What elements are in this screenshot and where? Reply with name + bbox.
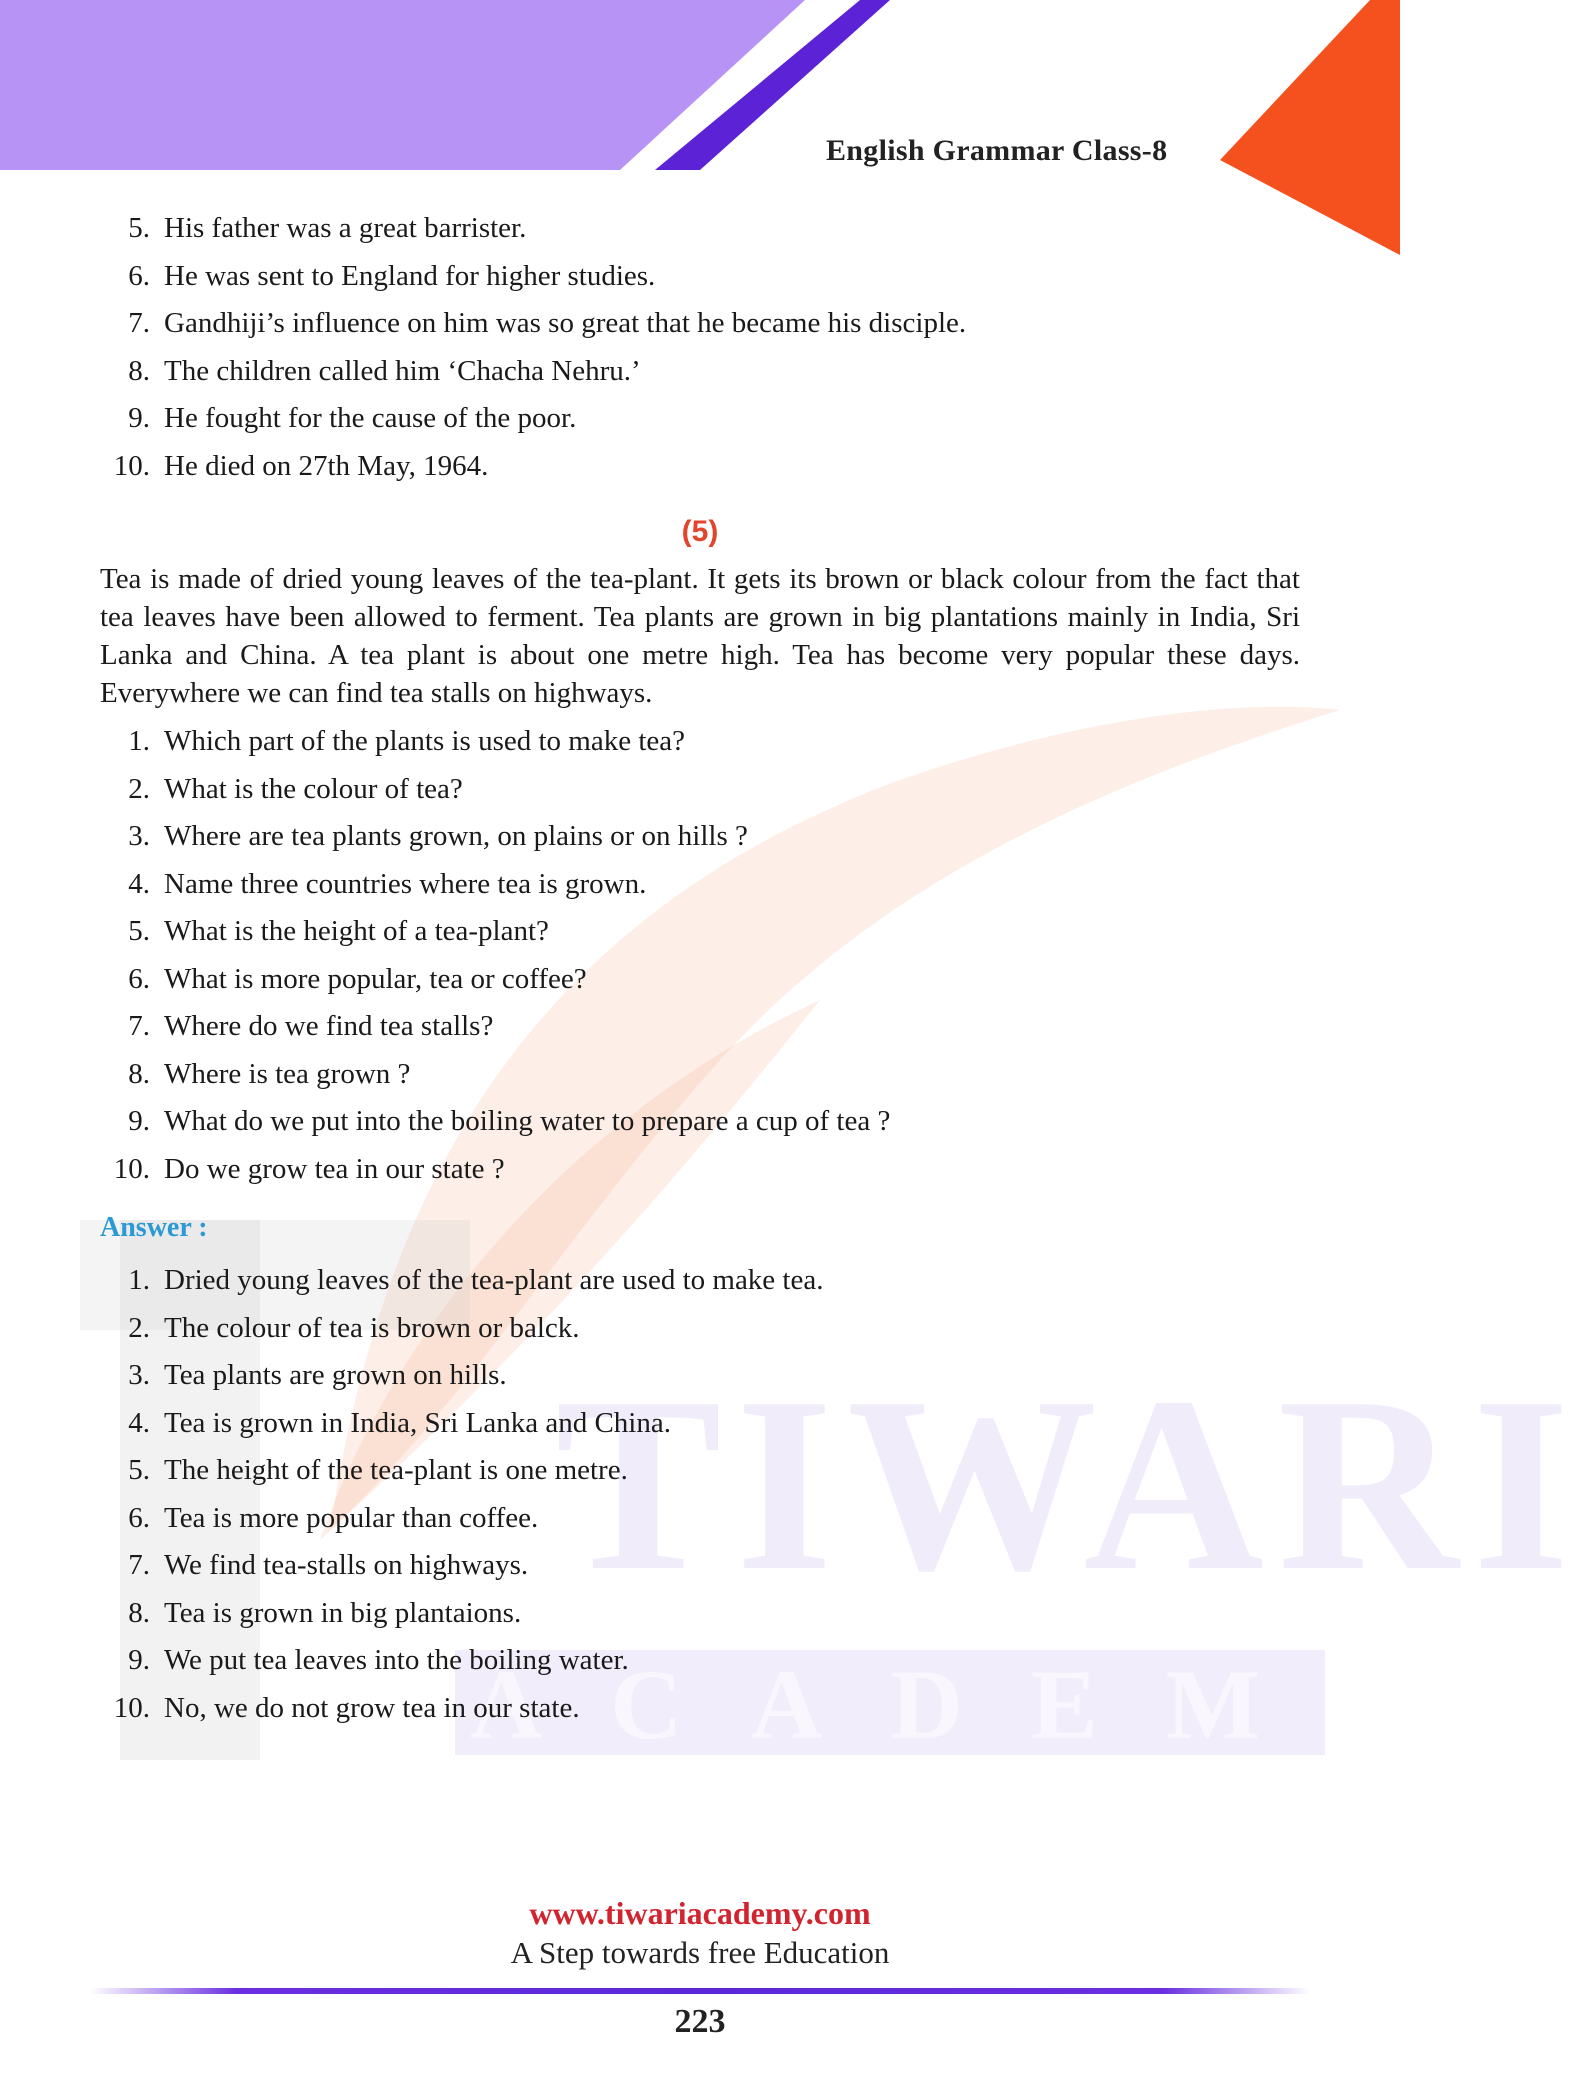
list-item: 5. His father was a great barrister. [128, 212, 527, 244]
page-number: 223 [674, 2003, 726, 2040]
page-header-title: English Grammar Class-8 [826, 134, 1168, 167]
list-item: 7. We find tea-stalls on highways. [128, 1549, 529, 1581]
previous-answer-list [0, 205, 1400, 490]
list-item: 1. Dried young leaves of the tea-plant are used to make tea. [128, 1264, 824, 1296]
section-number: (5) [681, 515, 719, 548]
list-item: 3. Where are tea plants grown, on plains or on hills ? [128, 820, 748, 852]
list-item: 6. He was sent to England for higher studies. [128, 259, 656, 292]
list-item: 3. Tea plants are grown on hills. [128, 1359, 507, 1391]
watermark-academy: ACADEMY [470, 1649, 1469, 1760]
list-item: 8. Tea is grown in big plantaions. [128, 1596, 522, 1629]
list-item: 8. Where is tea grown ? [128, 1057, 411, 1090]
list-item: 2. The colour of tea is brown or balck. [128, 1311, 580, 1344]
watermark-tiwari: TIWARI [555, 1346, 1584, 1623]
list-item: 9. We put tea leaves into the boiling water. [128, 1644, 629, 1676]
list-item: 8. The children called him ‘Chacha Nehru.’ [128, 354, 641, 387]
list-item: 4. Name three countries where tea is grown. [128, 867, 647, 900]
list-item: 4. Tea is grown in India, Sri Lanka and China. [128, 1406, 671, 1439]
list-item: 6. Tea is more popular than coffee. [128, 1501, 539, 1534]
list-item: 10. Do we grow tea in our state ? [113, 1152, 505, 1185]
list-item: 1. Which part of the plants is used to make tea? [128, 725, 686, 757]
list-item: 9. What do we put into the boiling water to prepare a cup of tea ? [128, 1105, 891, 1137]
list-item: 6. What is more popular, tea or coffee? [128, 962, 587, 995]
footer-website-link[interactable]: www.tiwariacademy.com [529, 1895, 871, 1931]
list-item: 7. Where do we find tea stalls? [128, 1010, 494, 1042]
header-banner [0, 0, 1400, 200]
footer-tagline: A Step towards free Education [510, 1935, 890, 1970]
list-item: 9. He fought for the cause of the poor. [128, 402, 577, 434]
list-item: 5. The height of the tea-plant is one metre. [128, 1454, 628, 1486]
list-item: 10. No, we do not grow tea in our state. [113, 1691, 580, 1724]
footer-divider [90, 1988, 1310, 1994]
answer-list [0, 1257, 1400, 1732]
list-item: 7. Gandhiji’s influence on him was so great that he became his disciple. [128, 307, 967, 339]
list-item: 2. What is the colour of tea? [128, 772, 463, 805]
list-item: 5. What is the height of a tea-plant? [128, 915, 549, 947]
answer-heading: Answer : [100, 1212, 208, 1243]
passage-paragraph: Tea is made of dried young leaves of the tea-plant. It gets its brown or black colour from the fact that tea leaves have been allowed to ferment. Tea plants are grown in big plantations mainly in India, Sri Lanka and China. A tea plant is about one metre high. Tea has become very popular these days. Everywhere we can find tea stalls on highways. [100, 563, 1300, 709]
banner-purple-shape [0, 0, 805, 170]
list-item: 10. He died on 27th May, 1964. [113, 449, 489, 482]
question-list [0, 718, 1400, 1193]
